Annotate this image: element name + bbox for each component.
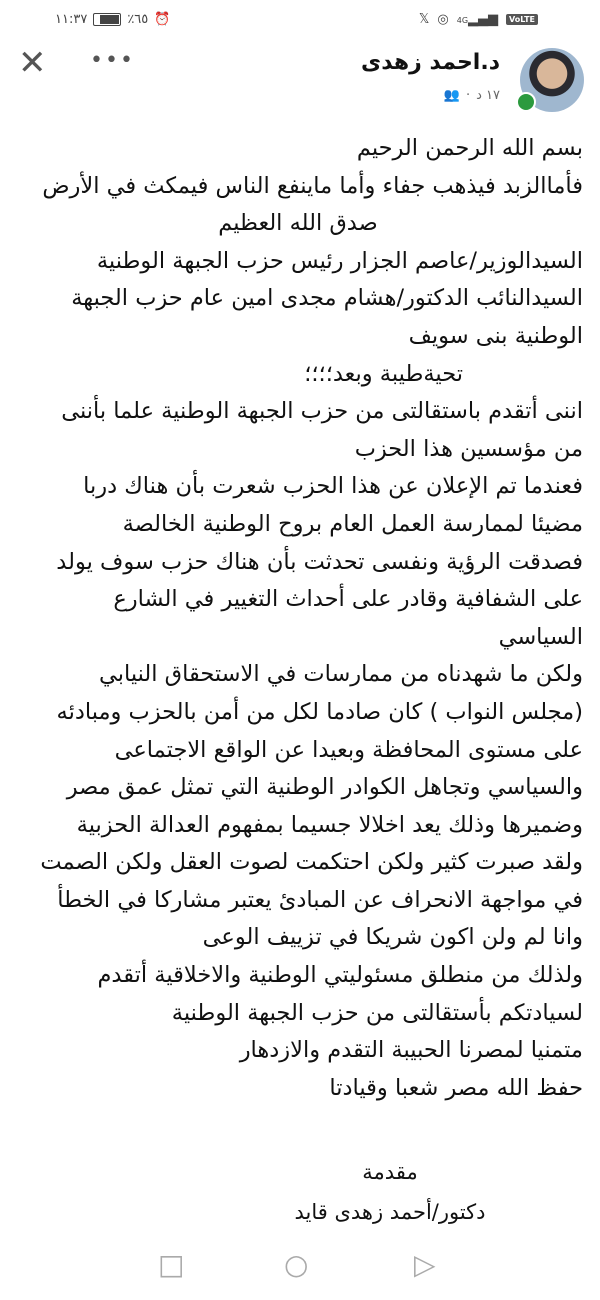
online-indicator xyxy=(516,92,536,112)
signature-label: مقدمة xyxy=(362,1160,418,1184)
post-time[interactable]: ١٧ د xyxy=(476,88,500,103)
post-line: متمنيا لمصرنا الحبيبة التقدم والازدهار xyxy=(239,1037,583,1064)
post-line: السياسي xyxy=(498,623,583,650)
post-line: على مستوى المحافظة وبعيدا عن الواقع الاجتماعى xyxy=(114,736,583,763)
recents-icon[interactable]: □ xyxy=(158,1248,185,1281)
post-line: على الشفافية وقادر على أحداث التغيير في الشارع xyxy=(113,586,583,613)
post-line: فأماالزبد فيذهب جفاء وأما ماينفع الناس فيمكث في الأرض xyxy=(42,172,583,199)
post-line: ولكن ما شهدناه من ممارسات في الاستحقاق النيابي xyxy=(98,661,583,688)
battery-level: ٪٦٥ xyxy=(127,12,149,27)
time: ١١:٣٧ xyxy=(55,12,88,27)
volte-icon: VoLTE xyxy=(506,14,538,25)
friends-icon: 👥 xyxy=(443,88,460,103)
post-line: بسم الله الرحمن الرحيم xyxy=(356,135,583,161)
post-line: من مؤسسين هذا الحزب xyxy=(354,435,583,462)
post-line: وضميرها وذلك يعد اخلالا جسيما بمفهوم العدالة الحزبية xyxy=(76,811,583,838)
more-icon[interactable]: ••• xyxy=(90,48,135,73)
close-icon[interactable]: ✕ xyxy=(18,43,47,83)
separator: · xyxy=(465,88,471,103)
post-meta xyxy=(444,88,500,103)
navigation-bar xyxy=(0,1248,600,1284)
battery-icon xyxy=(93,13,121,26)
back-icon[interactable]: ▷ xyxy=(414,1248,436,1281)
post-line: السيدالنائب الدكتور/هشام مجدى امين عام حزب الجبهة xyxy=(71,285,583,312)
post-line: مضيئا لممارسة العمل العام بروح الوطنية الخالصة xyxy=(122,510,583,537)
post-line: ولقد صبرت كثير ولكن احتكمت لصوت العقل ولكن الصمت xyxy=(40,849,583,876)
home-icon[interactable]: ○ xyxy=(284,1248,309,1281)
post-line: السيدالوزير/عاصم الجزار رئيس حزب الجبهة الوطنية xyxy=(96,247,583,274)
post-line: فصدقت الرؤية ونفسى تحدثت بأن هناك حزب سوف يولد xyxy=(56,548,583,575)
post-line: فعندما تم الإعلان عن هذا الحزب شعرت بأن هناك دربا xyxy=(83,473,583,500)
post-line: وانا لم ولن اكون شريكا في تزييف الوعى xyxy=(202,924,583,951)
post-line: في مواجهة الانحراف عن المبادئ يعتبر مشاركا في الخطأ xyxy=(57,886,583,913)
post-line: ولذلك من منطلق مسئوليتي الوطنية والاخلاقية أتقدم xyxy=(97,962,583,989)
post-line: حفظ الله مصر شعبا وقيادتا xyxy=(329,1074,583,1101)
post-body xyxy=(13,130,583,1107)
post-line: صدق الله العظيم xyxy=(218,210,378,237)
post-line: تحيةطيبة وبعد؛؛؛؛ xyxy=(304,360,463,387)
signature xyxy=(280,1152,500,1232)
post-line: والسياسي وتجاهل الكوادر الوطنية التي تمثل عمق مصر xyxy=(66,774,583,801)
post-line: الوطنية بنى سويف xyxy=(408,322,583,349)
signature-name: دكتور/أحمد زهدى قايد xyxy=(294,1200,486,1224)
author-name[interactable]: د.احمد زهدى xyxy=(361,50,500,75)
post-header xyxy=(0,40,600,120)
x-app-icon: 𝕏 xyxy=(418,12,430,27)
alarm-icon: ⏰ xyxy=(154,12,171,27)
instagram-icon: ◎ xyxy=(437,12,449,27)
status-bar xyxy=(0,10,600,34)
post-line: اننى أتقدم باستقالتى من حزب الجبهة الوطنية علما بأننى xyxy=(61,398,583,425)
signal-icon: 4G▂▄▆ xyxy=(456,12,499,27)
post-line: (مجلس النواب ) كان صادما لكل من أمن بالحزب ومبادئه xyxy=(56,698,583,725)
post-line: لسيادتكم بأستقالتى من حزب الجبهة الوطنية xyxy=(171,999,583,1026)
